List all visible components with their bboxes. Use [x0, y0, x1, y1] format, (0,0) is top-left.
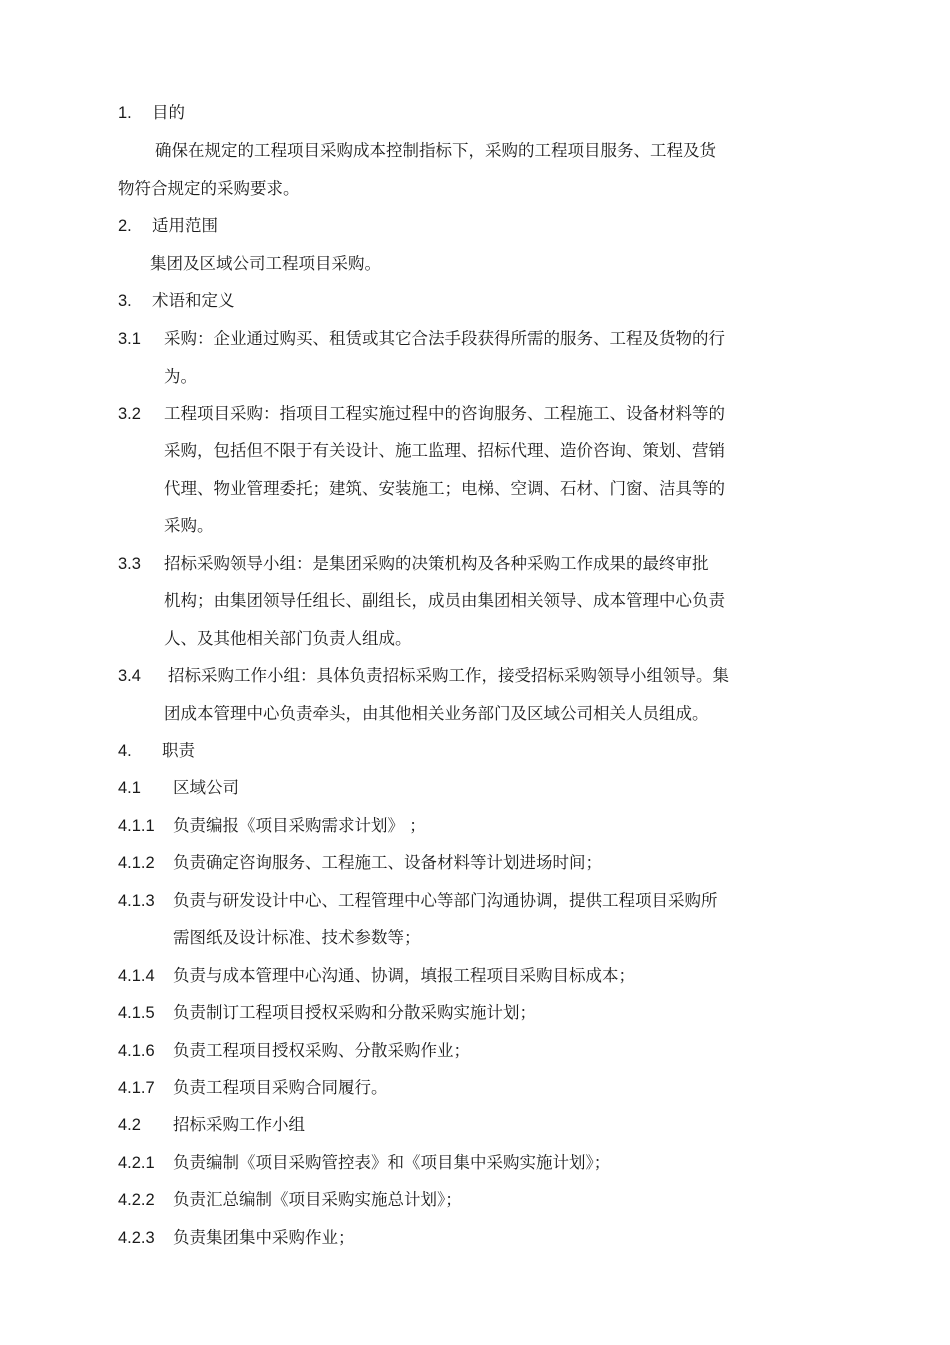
item-number: 4.1.6 [118, 1042, 155, 1060]
item-number: 4.1.1 [118, 817, 155, 835]
item-number: 3.4 [118, 667, 141, 685]
paragraph-line: 确保在规定的工程项目采购成本控制指标下，采购的工程项目服务、工程及货 [155, 141, 716, 160]
item-number: 3.3 [118, 555, 141, 573]
item-number: 3.1 [118, 330, 141, 348]
item-title: 招标采购工作小组 [173, 1115, 305, 1134]
item-continuation: 代理、物业管理委托；建筑、安装施工；电梯、空调、石材、门窗、洁具等的 [164, 479, 725, 498]
item-continuation: 机构；由集团领导任组长、副组长，成员由集团相关领导、成本管理中心负责 [164, 591, 725, 610]
item-number: 4.2.3 [118, 1229, 155, 1247]
item-number: 4.1.4 [118, 967, 155, 985]
paragraph-line: 物符合规定的采购要求。 [118, 179, 300, 198]
item-text: 招标采购工作小组：具体负责招标采购工作，接受招标采购领导小组领导。集 [168, 666, 729, 685]
item-continuation: 为。 [164, 367, 197, 386]
item-number: 4.1.2 [118, 854, 155, 872]
item-number: 4.2.1 [118, 1154, 155, 1172]
item-continuation: 采购，包括但不限于有关设计、施工监理、招标代理、造价咨询、策划、营销 [164, 441, 725, 460]
item-number: 4.1.7 [118, 1079, 155, 1097]
item-text: 负责与成本管理中心沟通、协调，填报工程项目采购目标成本； [173, 966, 635, 985]
item-title: 区域公司 [173, 778, 239, 797]
item-continuation: 团成本管理中心负责牵头，由其他相关业务部门及区域公司相关人员组成。 [164, 704, 709, 723]
item-continuation: 人、及其他相关部门负责人组成。 [164, 629, 412, 648]
item-continuation: 需图纸及设计标准、技术参数等； [173, 928, 421, 947]
section-title: 适用范围 [152, 216, 218, 235]
section-number: 4. [118, 742, 132, 760]
item-text: 负责编报《项目采购需求计划》 ； [173, 816, 426, 835]
item-text: 负责汇总编制《项目采购实施总计划》； [173, 1190, 462, 1209]
section-number: 2. [118, 217, 132, 235]
item-text: 采购：企业通过购买、租赁或其它合法手段获得所需的服务、工程及货物的行 [164, 329, 725, 348]
item-text: 负责制订工程项目授权采购和分散采购实施计划； [173, 1003, 536, 1022]
item-continuation: 采购。 [164, 516, 214, 535]
item-text: 招标采购领导小组：是集团采购的决策机构及各种采购工作成果的最终审批 [164, 554, 709, 573]
item-number: 4.1.5 [118, 1004, 155, 1022]
item-text: 负责集团集中采购作业； [173, 1228, 355, 1247]
item-number: 4.2.2 [118, 1191, 155, 1209]
item-text: 工程项目采购：指项目工程实施过程中的咨询服务、工程施工、设备材料等的 [164, 404, 725, 423]
section-title: 术语和定义 [152, 291, 235, 310]
item-text: 负责与研发设计中心、工程管理中心等部门沟通协调，提供工程项目采购所 [173, 891, 718, 910]
section-number: 3. [118, 292, 132, 310]
item-number: 4.1.3 [118, 892, 155, 910]
section-number: 1. [118, 104, 132, 122]
section-title: 目的 [152, 103, 185, 122]
item-text: 负责确定咨询服务、工程施工、设备材料等计划进场时间； [173, 853, 602, 872]
item-number: 4.1 [118, 779, 141, 797]
item-number: 4.2 [118, 1116, 141, 1134]
paragraph-line: 集团及区域公司工程项目采购。 [150, 254, 381, 273]
item-text: 负责工程项目采购合同履行。 [173, 1078, 388, 1097]
item-text: 负责编制《项目采购管控表》和《项目集中采购实施计划》； [173, 1153, 611, 1172]
item-number: 3.2 [118, 405, 141, 423]
item-text: 负责工程项目授权采购、分散采购作业； [173, 1041, 470, 1060]
section-title: 职责 [162, 741, 195, 760]
